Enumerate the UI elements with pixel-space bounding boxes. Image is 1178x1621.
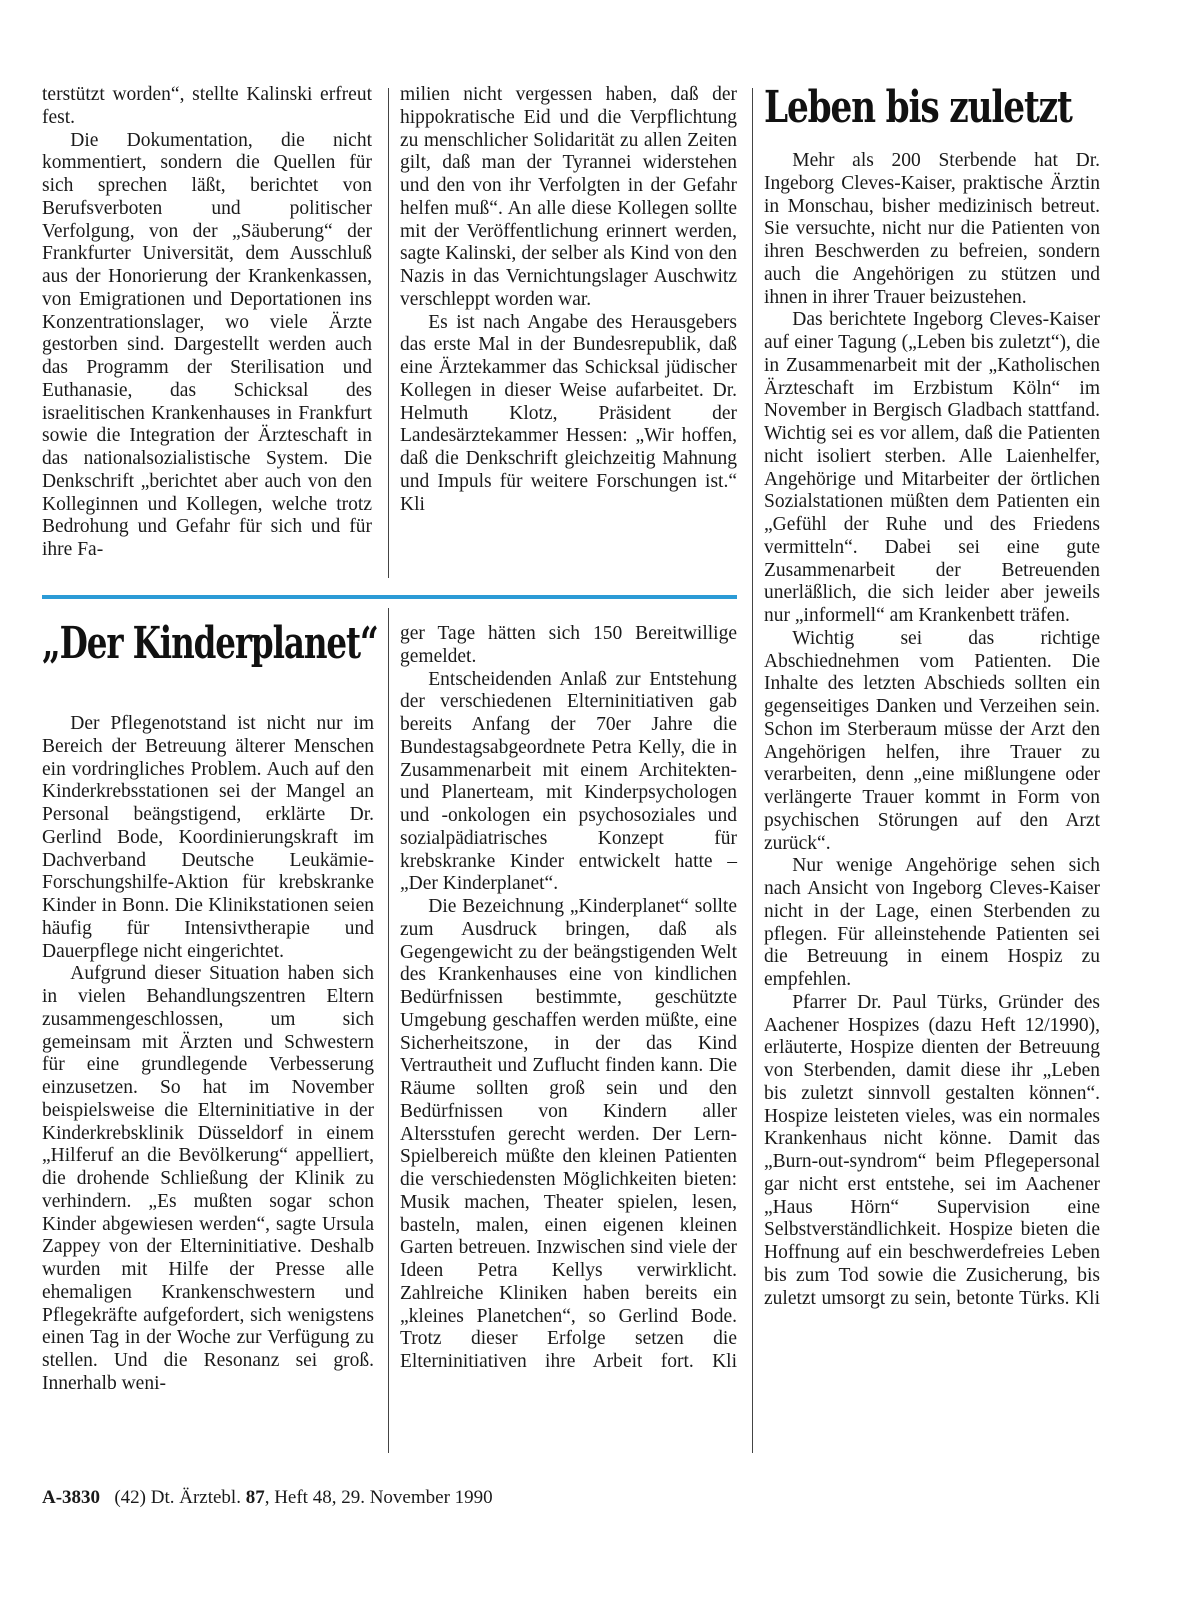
section-rule	[42, 595, 737, 599]
top-article-col1	[42, 84, 372, 562]
kinderplanet-headline: „Der Kinderplanet“	[42, 618, 378, 669]
column-divider	[388, 608, 389, 1453]
paragraph: Entscheidenden Anlaß zur Entstehung der verschiedenen Elterninitiativen gab bereits Anfang der 70er Jahre die Bundestagsabgeordnete Petra Kelly, die in Zusammenarbeit mit einem Architekten- und Planerteam, mit Kinderpsychologen und -onkologen ein psychosoziales und sozialpädiatrisches Konzept für krebskranke Kinder entwickelt hatte – „Der Kinderplanet“.	[400, 668, 737, 895]
paragraph: Es ist nach Angabe des Herausgebers das erste Mal in der Bundesrepublik, daß eine Ärztekammer das Schicksal jüdischer Kollegen in dieser Weise aufarbeitet. Dr. Helmuth Klotz, Präsident der Landesärztekammer Hessen: „Wir hoffen, daß die Denkschrift gleichzeitig Mahnung und Impuls für weitere Forschungen ist.“ Kli	[400, 311, 737, 515]
citation-prefix: (42) Dt. Ärztebl.	[114, 1487, 246, 1508]
paragraph: Die Dokumentation, die nicht kommentiert, sondern die Quellen für sich sprechen läßt, berichtet von Berufsverboten und politischer Verfolgung, von der „Säuberung“ der Frankfurter Universität, dem Ausschluß aus der Honorierung der Krankenkassen, von Emigrationen und Deportationen ins Konzentrationslager, wo viele Ärzte gestorben sind. Dargestellt werden auch das Programm der Sterilisation und Euthanasie, das Schicksal des israelitischen Krankenhauses in Frankfurt sowie die Integration der Ärzteschaft in das nationalsozialistische System. Die Denkschrift „berichtet aber auch von den Kolleginnen und Kollegen, welche trotz Bedrohung und Gefahr für sich und für ihre Fa-	[42, 129, 372, 560]
kinderplanet-col2	[400, 623, 737, 1374]
leben-headline: Leben bis zuletzt	[764, 82, 1072, 133]
kinderplanet-col1	[42, 713, 374, 1396]
top-article-col2	[400, 84, 737, 516]
paragraph: Pfarrer Dr. Paul Türks, Gründer des Aachener Hospizes (dazu Heft 12/1990), erläuterte, Hospize dienten der Betreuung von Sterbenden, damit diese ihr „Leben bis zuletzt sinnvoll gestalten können“. Hospize leisteten vieles, was ein normales Krankenhaus nicht könne. Damit das „Burn-out-syndrom“ beim Pflegepersonal gar nicht erst entstehe, sei im Aachener „Haus Hörn“ Supervision eine Selbstverständlichkeit. Hospize bieten die Hoffnung auf ein beschwerdefreies Leben bis zum Tod sowie die Zusicherung, bis zuletzt umsorgt zu sein, betonte Türks. Kli	[764, 991, 1100, 1309]
column-divider	[388, 88, 389, 578]
column-divider	[752, 88, 753, 1453]
citation-suffix: , Heft 48, 29. November 1990	[264, 1487, 493, 1508]
volume-number: 87	[245, 1487, 265, 1508]
paragraph: Mehr als 200 Sterbende hat Dr. Ingeborg Cleves-Kaiser, praktische Ärztin in Monschau, bisher medizinisch betreut. Sie versuchte, nicht nur die Patienten von ihren Beschwerden zu befreien, sondern auch die Angehörigen zu stützen und ihnen in ihrer Trauer beizustehen.	[764, 150, 1100, 308]
paragraph: Die Bezeichnung „Kinderplanet“ sollte zum Ausdruck bringen, daß als Gegengewicht zu der beängstigenden Welt des Krankenhauses eine von kindlichen Bedürfnissen bestimmte, geschützte Umgebung geschaffen werden müßte, eine Sicherheitszone, in der das Kind Vertrautheit und Zuflucht finden kann. Die Räume sollten groß sein und den Bedürfnissen von Kindern aller Altersstufen gerecht werden. Der Lern-Spielbereich müßte den kleinen Patienten die verschiedensten Möglichkeiten bieten: Musik machen, Theater spielen, lesen, basteln, malen, einen eigenen kleinen Garten betreuen. Inzwischen sind viele der Ideen Petra Kellys verwirklicht. Zahlreiche Kliniken haben bereits ein „kleines Planetchen“, so Gerlind Bode. Trotz dieser Erfolge setzen die Elterninitiativen ihre Arbeit fort. Kli	[400, 896, 737, 1372]
paragraph: ger Tage hätten sich 150 Bereitwillige gemeldet.	[400, 623, 737, 667]
leben-col	[764, 150, 1100, 1310]
paragraph: terstützt worden“, stellte Kalinski erfreut fest.	[42, 84, 372, 128]
page-footer	[42, 1487, 493, 1509]
paragraph: milien nicht vergessen haben, daß der hippokratische Eid und die Verpflichtung zu menschlicher Solidarität zu allen Zeiten gilt, daß man der Tyrannei widerstehen und den von ihr Verfolgten in der Gefahr helfen muß“. An alle diese Kollegen sollte mit der Veröffentlichung erinnert werden, sagte Kalinski, der selber als Kind von den Nazis in das Vernichtungslager Auschwitz verschleppt worden war.	[400, 84, 737, 310]
paragraph: Das berichtete Ingeborg Cleves-Kaiser auf einer Tagung („Leben bis zuletzt“), die in Zusammenarbeit mit der „Katholischen Ärzteschaft im Erzbistum Köln“ im November in Bergisch Gladbach stattfand. Wichtig sei es vor allem, daß die Patienten nicht isoliert sterben. Alle Laienhelfer, Angehörige und Mitarbeiter der örtlichen Sozialstationen müßten dem Patienten ein „Gefühl der Ruhe und des Friedens vermitteln“. Dabei sei eine gute Zusammenarbeit der Betreuenden unerläßlich, die sich leider aber jeweils nur „informell“ am Krankenbett träfen.	[764, 309, 1100, 626]
paragraph: Nur wenige Angehörige sehen sich nach Ansicht von Ingeborg Cleves-Kaiser nicht in der Lage, einen Sterbenden zu pflegen. Für alleinstehende Patienten sei die Betreuung in einem Hospiz zu empfehlen.	[764, 855, 1100, 990]
page-code: A-3830	[42, 1487, 101, 1508]
paragraph: Aufgrund dieser Situation haben sich in vielen Behandlungszentren Eltern zusammengeschlossen, um sich gemeinsam mit Ärzten und Schwestern für eine grundlegende Verbesserung einzusetzen. So hat im November beispielsweise die Elterninitiative in der Kinderkrebsklinik Düsseldorf in einem „Hilferuf an die Bevölkerung“ appelliert, die drohende Schließung der Klinik zu verhindern. „Es mußten sogar schon Kinder abgewiesen werden“, sagte Ursula Zappey von der Elterninitiative. Deshalb wurden mit Hilfe der Presse alle ehemaligen Krankenschwestern und Pflegekräfte aufgefordert, sich wenigstens einen Tag in der Woche zur Verfügung zu stellen. Und die Resonanz sei groß. Innerhalb weni-	[42, 963, 374, 1394]
paragraph: Der Pflegenotstand ist nicht nur im Bereich der Betreuung älterer Menschen ein vordringliches Problem. Auch auf den Kinderkrebsstationen sei der Mangel an Personal beängstigend, erklärte Dr. Gerlind Bode, Koordinierungskraft im Dachverband Deutsche Leukämie-Forschungshilfe-Aktion für krebskranke Kinder in Bonn. Die Klinikstationen seien häufig für Intensivtherapie und Dauerpflege nicht eingerichtet.	[42, 713, 374, 962]
paragraph: Wichtig sei das richtige Abschiednehmen vom Patienten. Die Inhalte des letzten Abschieds sollten ein gegenseitiges Danken und Verzeihen sein. Schon im Sterberaum müsse der Arzt den Angehörigen helfen, ihre Trauer zu verarbeiten, denn „eine mißlungene oder verlängerte Trauer kommt in Form von psychischen Störungen auf den Arzt zurück“.	[764, 627, 1100, 854]
